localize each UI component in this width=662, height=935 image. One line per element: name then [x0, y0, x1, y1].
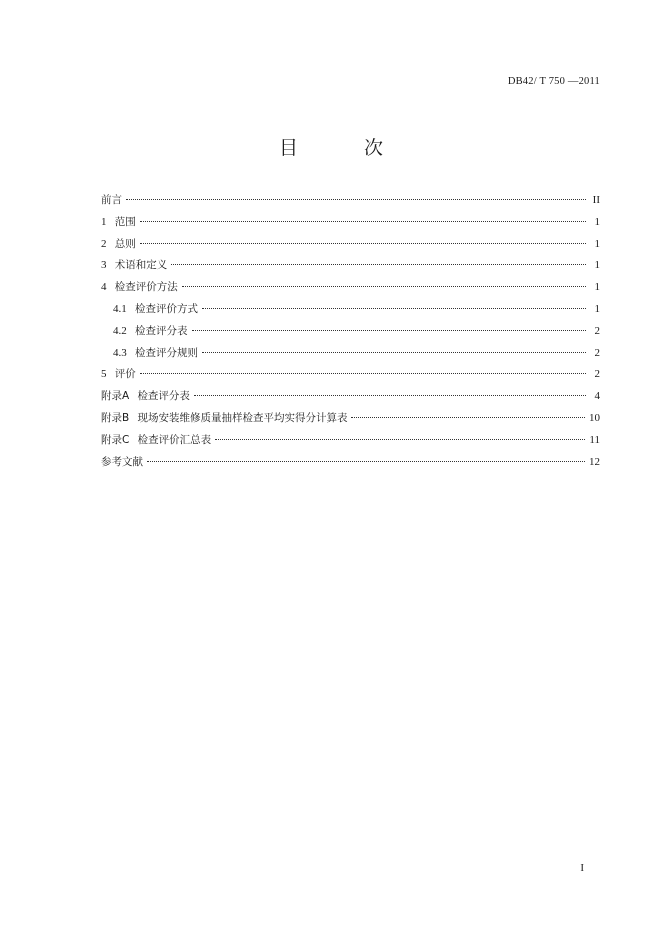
toc-entry-label: 现场安装维修质量抽样检查平均实得分计算表 — [137, 411, 348, 424]
table-of-contents — [101, 190, 600, 473]
toc-entry-label: 总则 — [114, 237, 136, 250]
toc-entry-appendix-c[interactable] — [101, 430, 600, 452]
toc-entry-number: 4.2 — [113, 324, 127, 337]
toc-entry-number: 5 — [101, 368, 107, 381]
toc-dot-leader — [140, 221, 586, 222]
toc-entry-page: 10 — [589, 411, 600, 424]
toc-entry-label: 参考文献 — [101, 455, 143, 468]
toc-entry-label: 评价 — [114, 368, 136, 381]
toc-entry-page: 4 — [594, 390, 600, 403]
toc-entry-page: 1 — [594, 215, 600, 228]
toc-entry-label: 检查评分表 — [135, 324, 188, 337]
toc-dot-leader — [140, 373, 586, 374]
toc-dot-leader — [202, 352, 586, 353]
toc-dot-leader — [192, 330, 587, 331]
toc-entry-4-1[interactable] — [101, 299, 600, 321]
toc-dot-leader — [182, 286, 586, 287]
toc-entry-terms[interactable] — [101, 255, 600, 277]
toc-entry-appendix-b[interactable] — [101, 408, 600, 430]
document-code: DB42/ T 750 —2011 — [507, 76, 600, 87]
toc-entry-4-3[interactable] — [101, 343, 600, 365]
toc-entry-number: 2 — [101, 237, 107, 250]
toc-entry-page: 11 — [589, 433, 600, 446]
toc-dot-leader — [126, 199, 586, 200]
toc-entry-page: 1 — [594, 237, 600, 250]
toc-entry-page: 2 — [594, 346, 600, 359]
toc-entry-label: 范围 — [114, 215, 136, 228]
toc-entry-page: 12 — [589, 455, 600, 468]
page-number: I — [580, 862, 584, 874]
toc-entry-number: 4.3 — [113, 346, 127, 359]
toc-entry-label: 前言 — [101, 194, 122, 206]
toc-entry-number: 附录A — [101, 390, 130, 403]
toc-entry-number: 1 — [101, 215, 107, 228]
toc-entry-label: 检查评价方式 — [135, 302, 198, 315]
toc-entry-label: 检查评价方法 — [114, 281, 178, 294]
toc-entry-label: 检查评价汇总表 — [137, 433, 212, 446]
toc-entry-label: 检查评分规则 — [135, 346, 198, 359]
toc-entry-number: 4 — [101, 281, 107, 294]
toc-dot-leader — [215, 439, 585, 440]
toc-entry-label: 检查评分表 — [137, 390, 190, 403]
toc-entry-page: 1 — [594, 281, 600, 294]
toc-entry-page: II — [592, 194, 600, 206]
toc-entry-4-2[interactable] — [101, 321, 600, 343]
toc-entry-evaluation[interactable] — [101, 364, 600, 386]
toc-dot-leader — [194, 395, 586, 396]
toc-entry-number: 附录B — [101, 411, 130, 424]
toc-entry-page: 1 — [594, 302, 600, 315]
toc-title: 目 次 — [278, 137, 414, 159]
toc-entry-label: 术语和定义 — [114, 259, 168, 272]
toc-entry-number: 附录C — [101, 433, 130, 446]
toc-dot-leader — [202, 308, 586, 309]
toc-entry-page: 2 — [594, 368, 600, 381]
toc-entry-appendix-a[interactable] — [101, 386, 600, 408]
toc-dot-leader — [351, 417, 585, 418]
toc-entry-page: 1 — [594, 259, 600, 272]
toc-dot-leader — [147, 461, 585, 462]
toc-entry-references[interactable] — [101, 452, 600, 474]
toc-entry-methods[interactable] — [101, 277, 600, 299]
toc-entry-number: 4.1 — [113, 302, 127, 315]
toc-entry-number: 3 — [101, 259, 107, 272]
toc-entry-foreword[interactable] — [101, 190, 600, 212]
toc-entry-general[interactable] — [101, 234, 600, 256]
toc-dot-leader — [171, 264, 586, 265]
toc-entry-page: 2 — [594, 324, 600, 337]
toc-dot-leader — [140, 243, 586, 244]
toc-entry-scope[interactable] — [101, 212, 600, 234]
